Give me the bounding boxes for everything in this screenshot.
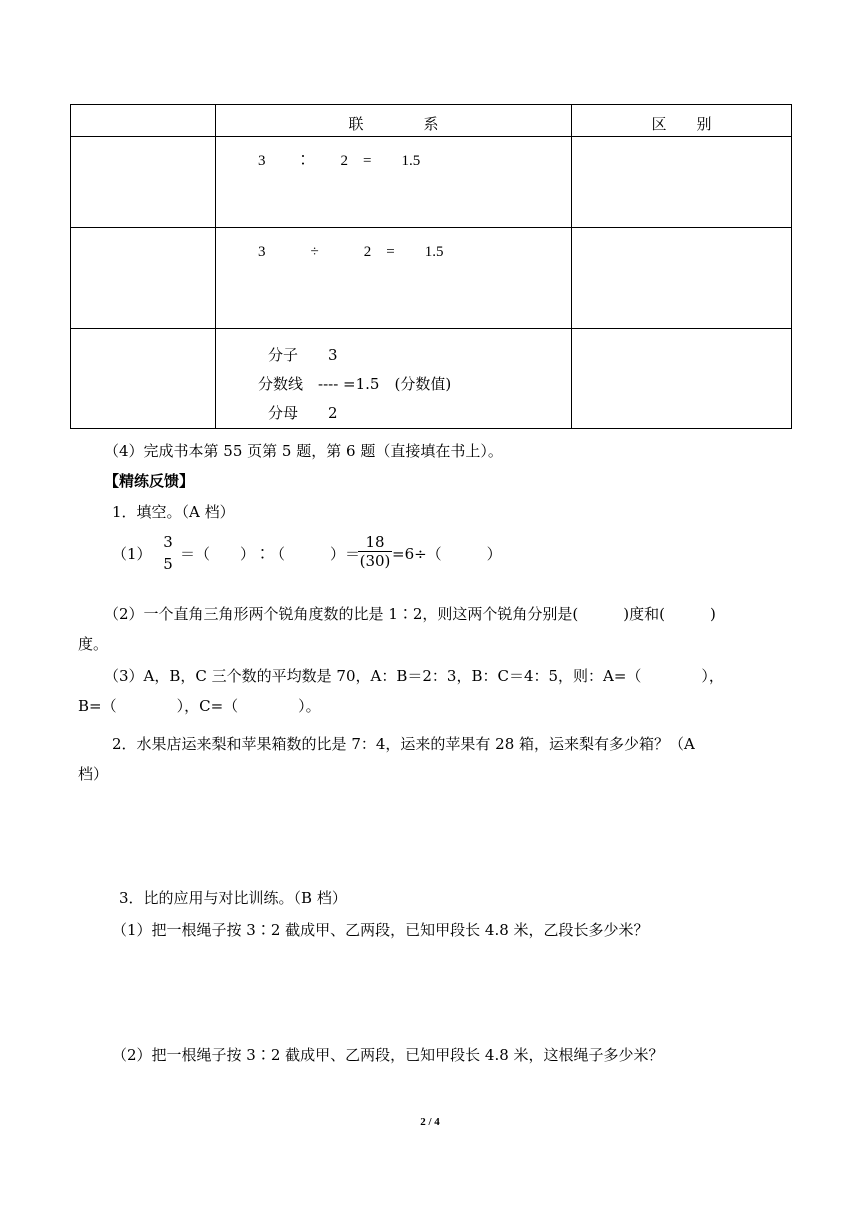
q3-1: （1）把一根绳子按 3∶2 截成甲、乙两段，已知甲段长 4.8 米，乙段长多少米？ (112, 921, 649, 939)
row-label (71, 228, 216, 329)
table-row (71, 329, 792, 429)
fraction-denominator: (30) (359, 552, 391, 570)
row-diff (572, 329, 792, 429)
row-content-fraction: 分子 3 分数线 ---- =1.5 (分数值) 分母 2 (216, 329, 572, 429)
q2-line-b: 档） (78, 765, 109, 783)
q1-1-mid: ＝（ ）∶（ ）＝ (180, 545, 361, 563)
table-row (71, 228, 792, 329)
fraction-18-30 (358, 533, 392, 570)
row-content-ratio: 3 ∶ 2 = 1.5 (216, 137, 572, 228)
item-4-text: （4）完成书本第 55 页第 5 题，第 6 题（直接填在书上）。 (104, 442, 503, 460)
q1-2-line-a: （2）一个直角三角形两个锐角度数的比是 1∶2，则这两个锐角分别是( )度和( ) (104, 605, 716, 623)
header-cell-difference: 区 别 (572, 105, 792, 137)
row-diff (572, 137, 792, 228)
fraction-numerator: 3 (163, 533, 173, 551)
comparison-table (70, 104, 792, 429)
row-diff (572, 228, 792, 329)
q3-2: （2）把一根绳子按 3∶2 截成甲、乙两段，已知甲段长 4.8 米，这根绳子多少米？ (112, 1046, 664, 1064)
fraction-denominator: 5 (163, 555, 173, 573)
q1-2-line-b: 度。 (78, 635, 109, 653)
q1-3-line-b: B=（ ），C=（ ）。 (78, 697, 321, 715)
fraction-three-fifths (158, 533, 178, 573)
row-content-division: 3 ÷ 2 = 1.5 (216, 228, 572, 329)
section-title: 【精练反馈】 (104, 472, 195, 490)
q1-3-line-a: （3）A，B，C 三个数的平均数是 70，A：B＝2：3，B：C＝4：5，则：A=（ ）， (104, 667, 724, 685)
table-row (71, 137, 792, 228)
page-number: 2 / 4 (420, 1116, 440, 1128)
row-label (71, 329, 216, 429)
q1-1-tail: =6÷（ ） (392, 545, 502, 563)
q3-title: 3．比的应用与对比训练。（B 档） (119, 889, 347, 907)
table-header-row (71, 105, 792, 137)
q2-line-a: 2．水果店运来梨和苹果箱数的比是 7：4，运来的苹果有 28 箱，运来梨有多少箱？（A (112, 735, 695, 753)
fraction-numerator: 18 (365, 533, 385, 551)
q1-title: 1．填空。（A 档） (112, 503, 235, 521)
row-label (71, 137, 216, 228)
header-cell-blank (71, 105, 216, 137)
q1-1-prefix: （1） (112, 545, 152, 563)
header-cell-relation: 联 系 (216, 105, 572, 137)
